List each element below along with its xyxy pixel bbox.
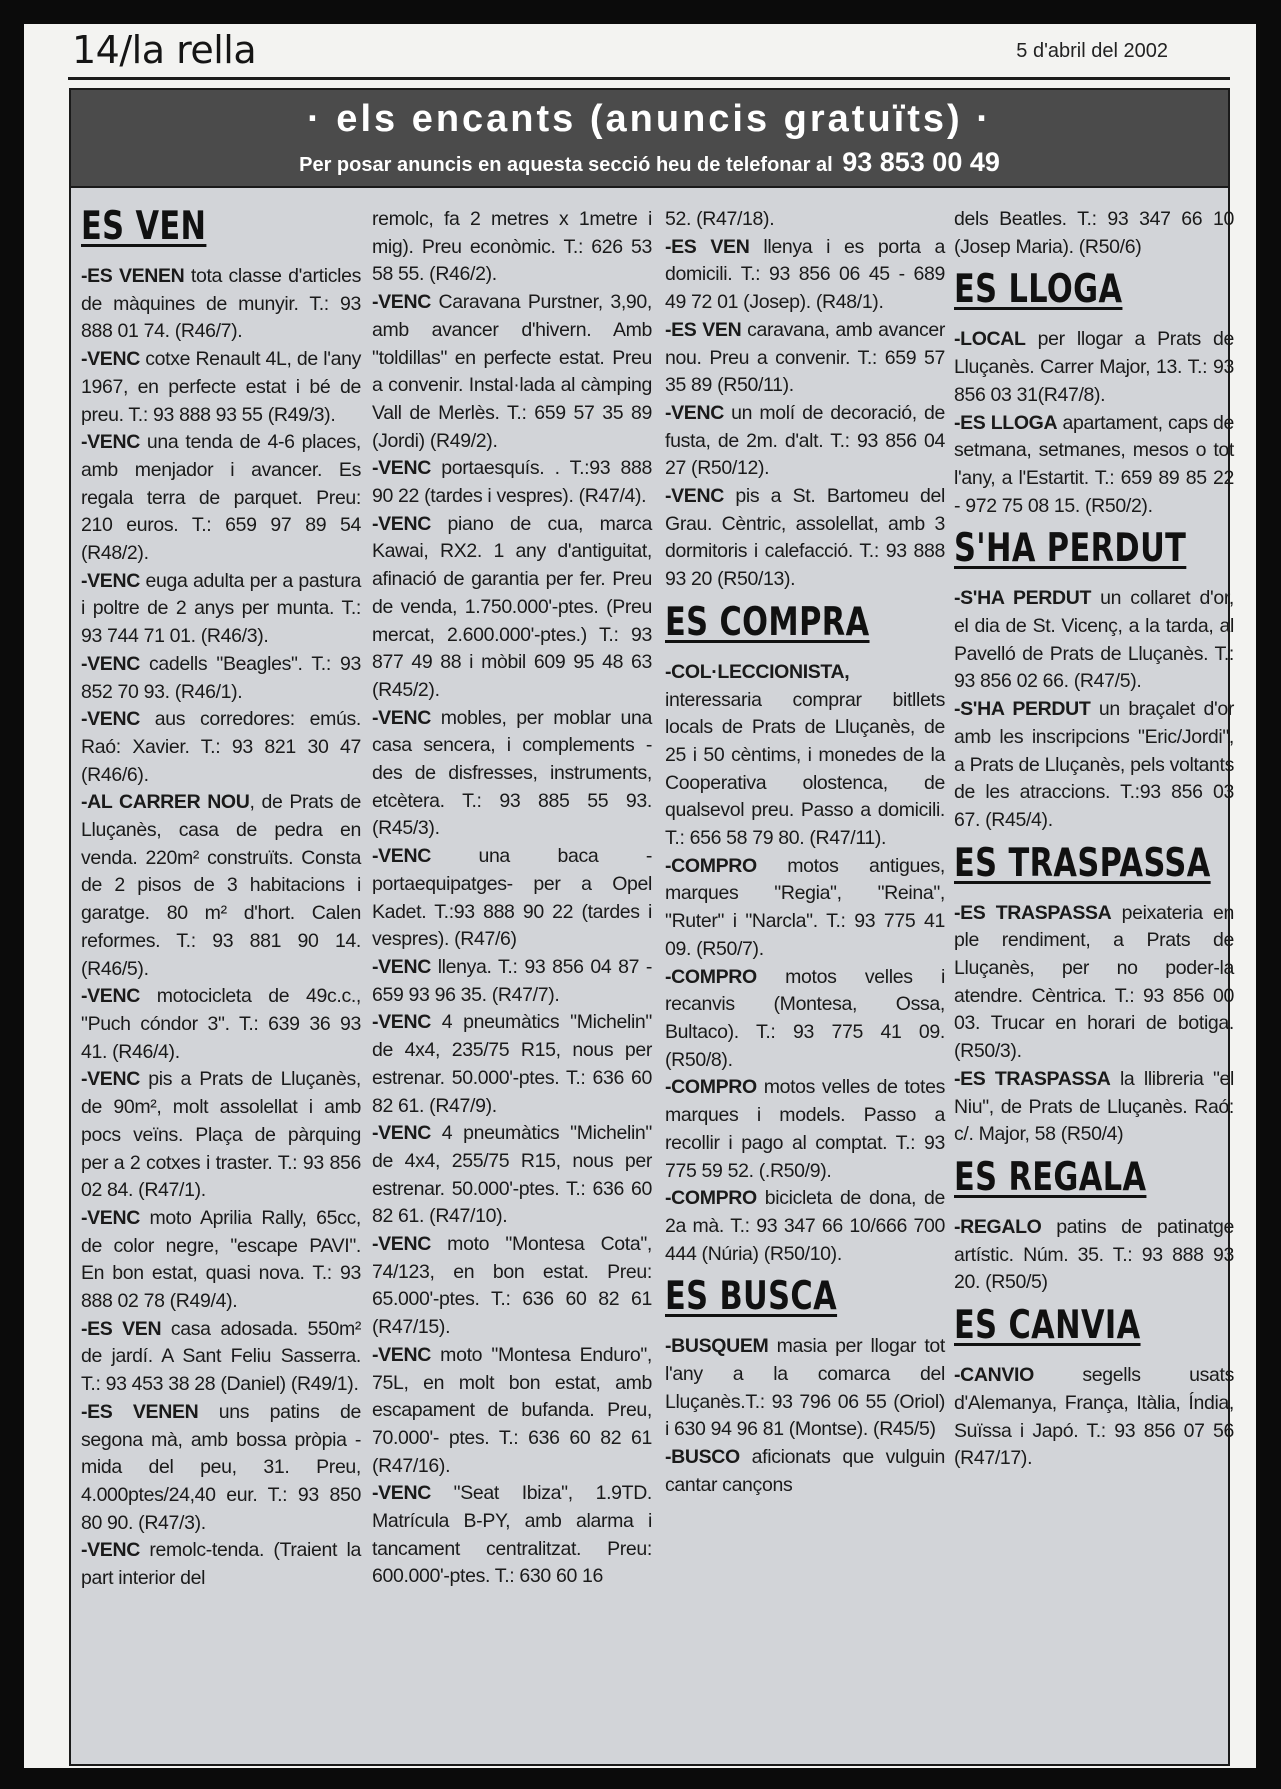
classified-ad (81, 651, 361, 706)
ad-text: moto Aprilia Rally, 65cc, de color negre, "escape PAVI". En bon estat, quasi nova. T.: 93 888 02 78 (R49/4). (81, 1206, 361, 1313)
ad-lead: -REGALO (954, 1215, 1042, 1238)
ad-text: piano de cua, marca Kawai, RX2. 1 any d'antiguitat, afinació de garantia per fer. Preu de venda, 1.750.000'-ptes. (Preu mercat, 2.600.000'-ptes.) T.: 93 877 49 88 i mòbil 609 95 48 63 (R45/2). (372, 512, 652, 701)
classified-ad (954, 326, 1234, 409)
banner-subtitle-text: Per posar anuncis en aquesta secció heu de telefonar al (299, 154, 833, 176)
ad-text: remolc, fa 2 metres x 1metre i mig). Preu econòmic. T.: 626 53 58 55. (R46/2). (372, 208, 652, 286)
ad-text: pis a St. Bartomeu del Grau. Cèntric, assolellat, amb 3 dormitoris i calefacció. T.: 93 888 93 20 (R50/13). (665, 485, 945, 591)
page-date: 5 d'abril del 2002 (1016, 40, 1168, 62)
ad-lead: -ES VEN (665, 235, 750, 258)
classified-ad (81, 429, 361, 568)
ad-text: uns patins de segona mà, amb bossa pròpia -mida del peu, 31. Preu, 4.000ptes/24,40 eur. T.: 93 850 80 90. (R47/3). (81, 1400, 361, 1534)
ad-text: motos velles i recanvis (Montesa, Ossa, Bultaco). T.: 93 775 41 09.(R50/8). (665, 965, 945, 1071)
ad-lead: -VENC (372, 1122, 431, 1145)
ad-text: una baca -portaequipatges- per a Opel Kadet. T.:93 888 90 22 (tardes i vespres). (R47/6) (372, 845, 652, 951)
classified-ad (372, 1009, 652, 1120)
classified-ad (81, 789, 361, 983)
classified-ad (81, 706, 361, 789)
ad-lead: -S'HA PERDUT (954, 587, 1092, 610)
ad-lead: -ES VENEN (81, 1400, 199, 1423)
ad-text: una tenda de 4-6 places, amb menjador i avancer. Es regala terra de parquet. Preu: 210 euros. T.: 659 97 89 54 (R48/2). (81, 431, 361, 565)
ad-lead: -COMPRO (665, 1076, 757, 1099)
ad-lead: -VENC (81, 431, 140, 454)
classified-ad (954, 696, 1234, 835)
ad-text: "Seat Ibiza", 1.9TD. Matrícula B-PY, amb alarma i tancament centralitzat. Preu: 600.000'-ptes. T.: 630 60 16 (372, 1482, 652, 1588)
ad-text: , de Prats de Lluçanès, casa de pedra en venda. 220m² construïts. Consta de 2 pisos de 3 habitacions i garatge. 80 m² d'hort. Calen reformes. T.: 93 881 90 14.(R46/5). (81, 791, 361, 980)
classified-ad (954, 410, 1234, 521)
ad-lead: -BUSCO (665, 1446, 740, 1469)
ad-lead: -ES VEN (81, 1317, 162, 1340)
classified-ad (372, 1231, 652, 1342)
ad-lead: -VENC (665, 401, 724, 424)
ad-lead: -VENC (81, 985, 140, 1008)
classified-ad (954, 900, 1234, 1066)
classified-ad (372, 1480, 652, 1591)
newspaper-page (24, 24, 1256, 1768)
section-heading (954, 1155, 1172, 1200)
section-heading-text: ES LLOGA (954, 267, 1123, 313)
ad-text: llenya i es porta a domicili. T.: 93 856 06 45 - 689 49 72 01 (Josep). (R48/1). (665, 235, 945, 314)
classified-ad (954, 1362, 1234, 1473)
ad-lead: -VENC (372, 955, 431, 978)
ad-lead: -VENC (372, 291, 431, 314)
ad-lead: -VENC (372, 457, 431, 480)
ad-text: 4 pneumàtics "Michelin" de 4x4, 255/75 R15, nous per estrenar. 50.000'-ptes. T.: 636 60 82 61. (R47/10). (372, 1122, 652, 1228)
ad-lead: -VENC (81, 1539, 140, 1562)
ad-lead: -COMPRO (665, 965, 757, 988)
ad-text: pis a Prats de Lluçanès, de 90m², molt assolellat i amb pocs veïns. Plaça de pàrquing per a 2 cotxes i traster. T.: 93 856 02 84. (R47/1). (81, 1068, 361, 1202)
ad-text: portaesquís. . T.:93 888 90 22 (tardes i vespres). (R47/4). (372, 457, 652, 508)
ad-lead: -CANVIO (954, 1364, 1034, 1387)
section-heading (954, 267, 1172, 312)
section-heading (81, 204, 299, 249)
column-1 (81, 198, 361, 1593)
ad-lead: -VENC (372, 1233, 431, 1256)
classified-ad (372, 289, 652, 455)
ad-text: mobles, per moblar una casa sencera, i complements -des de disfresses, instruments, etcètera. T.: 93 885 55 93. (R45/3). (372, 706, 652, 840)
section-heading (665, 1274, 883, 1319)
classified-ad (665, 1333, 945, 1444)
ad-lead: -ES LLOGA (954, 411, 1058, 434)
classified-ad (372, 954, 652, 1009)
classified-ad (665, 400, 945, 483)
classified-ad (372, 206, 652, 289)
ad-text: cotxe Renault 4L, de l'any 1967, en perfecte estat i bé de preu. T.: 93 888 93 55 (R49/3). (81, 348, 361, 426)
ad-lead: -S'HA PERDUT (954, 698, 1091, 721)
ad-text: motos antigues, marques "Regia", "Reina", "Ruter" i "Narcla". T.: 93 775 41 09. (R50/7). (665, 854, 945, 960)
ad-text: motos velles de totes marques i models. Passo a recollir i pago al comptat. T.: 93 775 59 52. (.R50/9). (665, 1076, 945, 1182)
ad-text: Caravana Purstner, 3,90, amb avancer d'hivern. Amb "toldillas" en perfecte estat. Preu a convenir. Instal·lada al càmping Vall de Merlès. T.: 659 57 35 89 (Jordi) (R49/2). (372, 291, 652, 452)
section-heading-text: ES BUSCA (665, 1274, 838, 1320)
ad-text: per llogar a Prats de Lluçanès. Carrer Major, 13. T.: 93 856 03 31(R47/8). (954, 328, 1234, 406)
ad-lead: -VENC (372, 1343, 431, 1366)
section-heading (954, 1303, 1172, 1348)
classified-ad (372, 455, 652, 510)
ad-lead: -ES VENEN (81, 265, 185, 287)
classified-ad (372, 1120, 652, 1231)
ad-text: patins de patinatge artístic. Núm. 35. T.: 93 888 93 20. (R50/5) (954, 1215, 1234, 1294)
classified-ad (954, 1214, 1234, 1297)
ad-text: dels Beatles. T.: 93 347 66 10 (Josep Maria). (R50/6) (954, 208, 1234, 258)
classified-ad (372, 705, 652, 844)
classified-ad (665, 1185, 945, 1268)
ad-text: bicicleta de dona, de 2a mà. T.: 93 347 66 10/666 700 444 (Núria) (R50/10). (665, 1187, 945, 1265)
ad-lead: -ES TRASPASSA (954, 1067, 1111, 1090)
ad-lead: -ES TRASPASSA (954, 901, 1112, 924)
ad-text: tota classe d'articles de màquines de munyir. T.: 93 888 01 74. (R46/7). (81, 265, 361, 343)
ad-text: la llibreria "el Niu", de Prats de Lluçanès. Raó: c/. Major, 58 (R50/4) (954, 1067, 1234, 1146)
classified-ad (372, 1342, 652, 1481)
classified-ad (81, 1537, 361, 1592)
ad-lead: -VENC (81, 1068, 140, 1091)
banner-subtitle (71, 147, 1228, 178)
ad-text: masia per llogar tot l'any a la comarca del Lluçanès.T.: 93 796 06 55 (Oriol) i 630 94 96 81 (Montse). (R45/5) (665, 1335, 945, 1441)
ad-text: aus corredores: emús. Raó: Xavier. T.: 93 821 30 47 (R46/6). (81, 708, 361, 786)
classified-ad (372, 511, 652, 705)
banner-phone: 93 853 00 49 (842, 147, 1000, 177)
ad-text: moto "Montesa Enduro", 75L, en molt bon estat, amb escapament de bufanda. Preu, 70.000'- ptes. T.: 636 60 82 61 (R47/16). (372, 1343, 652, 1477)
classified-ad (665, 317, 945, 400)
section-banner (69, 88, 1230, 188)
classified-ad (81, 1066, 361, 1205)
ad-text: peixateria en ple rendiment, a Prats de Lluçanès, per no poder-la atendre. Cèntrica. T.: 93 856 00 03. Trucar en horari de botiga. (R50/3). (954, 901, 1234, 1063)
ad-lead: -ES VEN (665, 318, 742, 341)
ad-text: euga adulta per a pastura i poltre de 2 anys per munta. T.: 93 744 71 01. (R46/3). (81, 569, 361, 648)
header-rule (68, 77, 1230, 80)
classified-ad (81, 263, 361, 346)
ad-text: moto "Montesa Cota", 74/123, en bon estat. Preu: 65.000'-ptes. T.: 636 60 82 61 (R47/15). (372, 1233, 652, 1339)
classified-ad (665, 206, 945, 234)
ad-lead: -VENC (372, 845, 431, 868)
classified-ad (665, 964, 945, 1075)
ad-text: casa adosada. 550m² de jardí. A Sant Feliu Sasserra. T.: 93 453 38 28 (Daniel) (R49/1). (81, 1317, 361, 1396)
section-heading-text: ES TRASPASSA (954, 840, 1211, 886)
ad-text: apartament, caps de setmana, setmanes, mesos o tot l'any, a l'Estartit. T.: 659 89 85 22 - 972 75 08 15. (R50/2). (954, 411, 1234, 517)
ad-lead: -VENC (372, 706, 431, 729)
classified-ad (665, 1444, 945, 1499)
ad-lead: -VENC (372, 1011, 431, 1034)
banner-title: · els encants (anuncis gratuïts) · (307, 98, 992, 140)
classified-ad (954, 585, 1234, 696)
classified-ad (81, 1316, 361, 1399)
ad-text: un molí de decoració, de fusta, de 2m. d'alt. T.: 93 856 04 27 (R50/12). (665, 401, 945, 480)
ad-text: segells usats d'Alemanya, França, Itàlia, Índia, Suïssa i Japó. T.: 93 856 07 56 (R47/17). (954, 1364, 1234, 1470)
ad-text: aficionats que vulguin cantar cançons (665, 1446, 945, 1496)
classified-ad (81, 1205, 361, 1316)
ad-lead: -LOCAL (954, 328, 1026, 351)
classified-ad (665, 483, 945, 594)
section-heading-text: S'HA PERDUT (954, 526, 1187, 572)
section-heading-text: ES COMPRA (665, 599, 870, 645)
page-number: 14/la rella (72, 28, 257, 72)
ad-text: remolc-tenda. (Traient la part interior del (81, 1539, 361, 1590)
classified-ad (665, 1074, 945, 1185)
ad-lead: -VENC (81, 652, 140, 675)
classified-ad (665, 853, 945, 964)
ad-lead: -COL·LECCIONISTA, (665, 660, 850, 683)
ad-lead: -BUSQUEM (665, 1335, 769, 1358)
ad-lead: -VENC (81, 1206, 140, 1229)
classified-ad (81, 1399, 361, 1538)
ad-lead: -VENC (372, 512, 431, 535)
ad-text: 52. (R47/18). (665, 208, 775, 230)
ad-text: interessaria comprar bitllets locals de Prats de Lluçanès, de 25 i 50 cèntims, i monedes de la Cooperativa olostenca, de qualsevol preu. Passo a domicili. T.: 656 58 79 80. (R47/11). (665, 688, 945, 850)
classifieds-area (69, 188, 1234, 1766)
ad-lead: -COMPRO (665, 1187, 757, 1210)
ad-text: motocicleta de 49c.c., "Puch cóndor 3". T.: 639 36 93 41. (R46/4). (81, 985, 361, 1063)
ad-lead: -VENC (372, 1482, 431, 1505)
ad-text: caravana, amb avancer nou. Preu a convenir. T.: 659 57 35 89 (R50/11). (665, 318, 946, 397)
classified-ad (81, 568, 361, 651)
ad-lead: -VENC (81, 348, 140, 371)
ad-lead: -VENC (81, 708, 140, 731)
classified-ad (81, 346, 361, 429)
classified-ad (372, 843, 652, 954)
section-heading-text: ES CANVIA (954, 1303, 1141, 1349)
ad-text: un collaret d'or, el dia de St. Vicenç, a la tarda, al Pavelló de Prats de Lluçanès. T.: 93 856 02 66. (R47/5). (954, 587, 1234, 693)
classified-ad (954, 206, 1234, 261)
section-heading (954, 840, 1211, 886)
ad-lead: -COMPRO (665, 854, 757, 877)
section-heading-text: ES VEN (81, 204, 207, 249)
classified-ad (954, 1066, 1234, 1149)
classified-ad (665, 659, 945, 853)
ad-lead: -VENC (81, 569, 140, 592)
column-4 (954, 206, 1234, 1473)
section-heading-text: ES REGALA (954, 1154, 1147, 1200)
ad-lead: -VENC (665, 485, 724, 508)
section-heading (665, 600, 883, 645)
ad-text: cadells "Beagles". T.: 93 852 70 93. (R46/1). (81, 652, 361, 703)
classified-ad (665, 234, 945, 317)
section-heading (954, 526, 1187, 572)
ad-text: llenya. T.: 93 856 04 87 - 659 93 96 35. (R47/7). (372, 955, 652, 1006)
classified-ad (81, 983, 361, 1066)
ad-text: un braçalet d'or amb les inscripcions "Eric/Jordi", a Prats de Lluçanès, pels voltants de les atraccions. T.:93 856 03 67. (R45/4). (954, 698, 1234, 831)
column-3 (665, 206, 945, 1500)
ad-lead: -AL CARRER NOU (81, 791, 250, 814)
ad-text: 4 pneumàtics "Michelin" de 4x4, 235/75 R15, nous per estrenar. 50.000'-ptes. T.: 636 60 82 61. (R47/9). (372, 1011, 652, 1117)
column-2 (372, 206, 652, 1591)
